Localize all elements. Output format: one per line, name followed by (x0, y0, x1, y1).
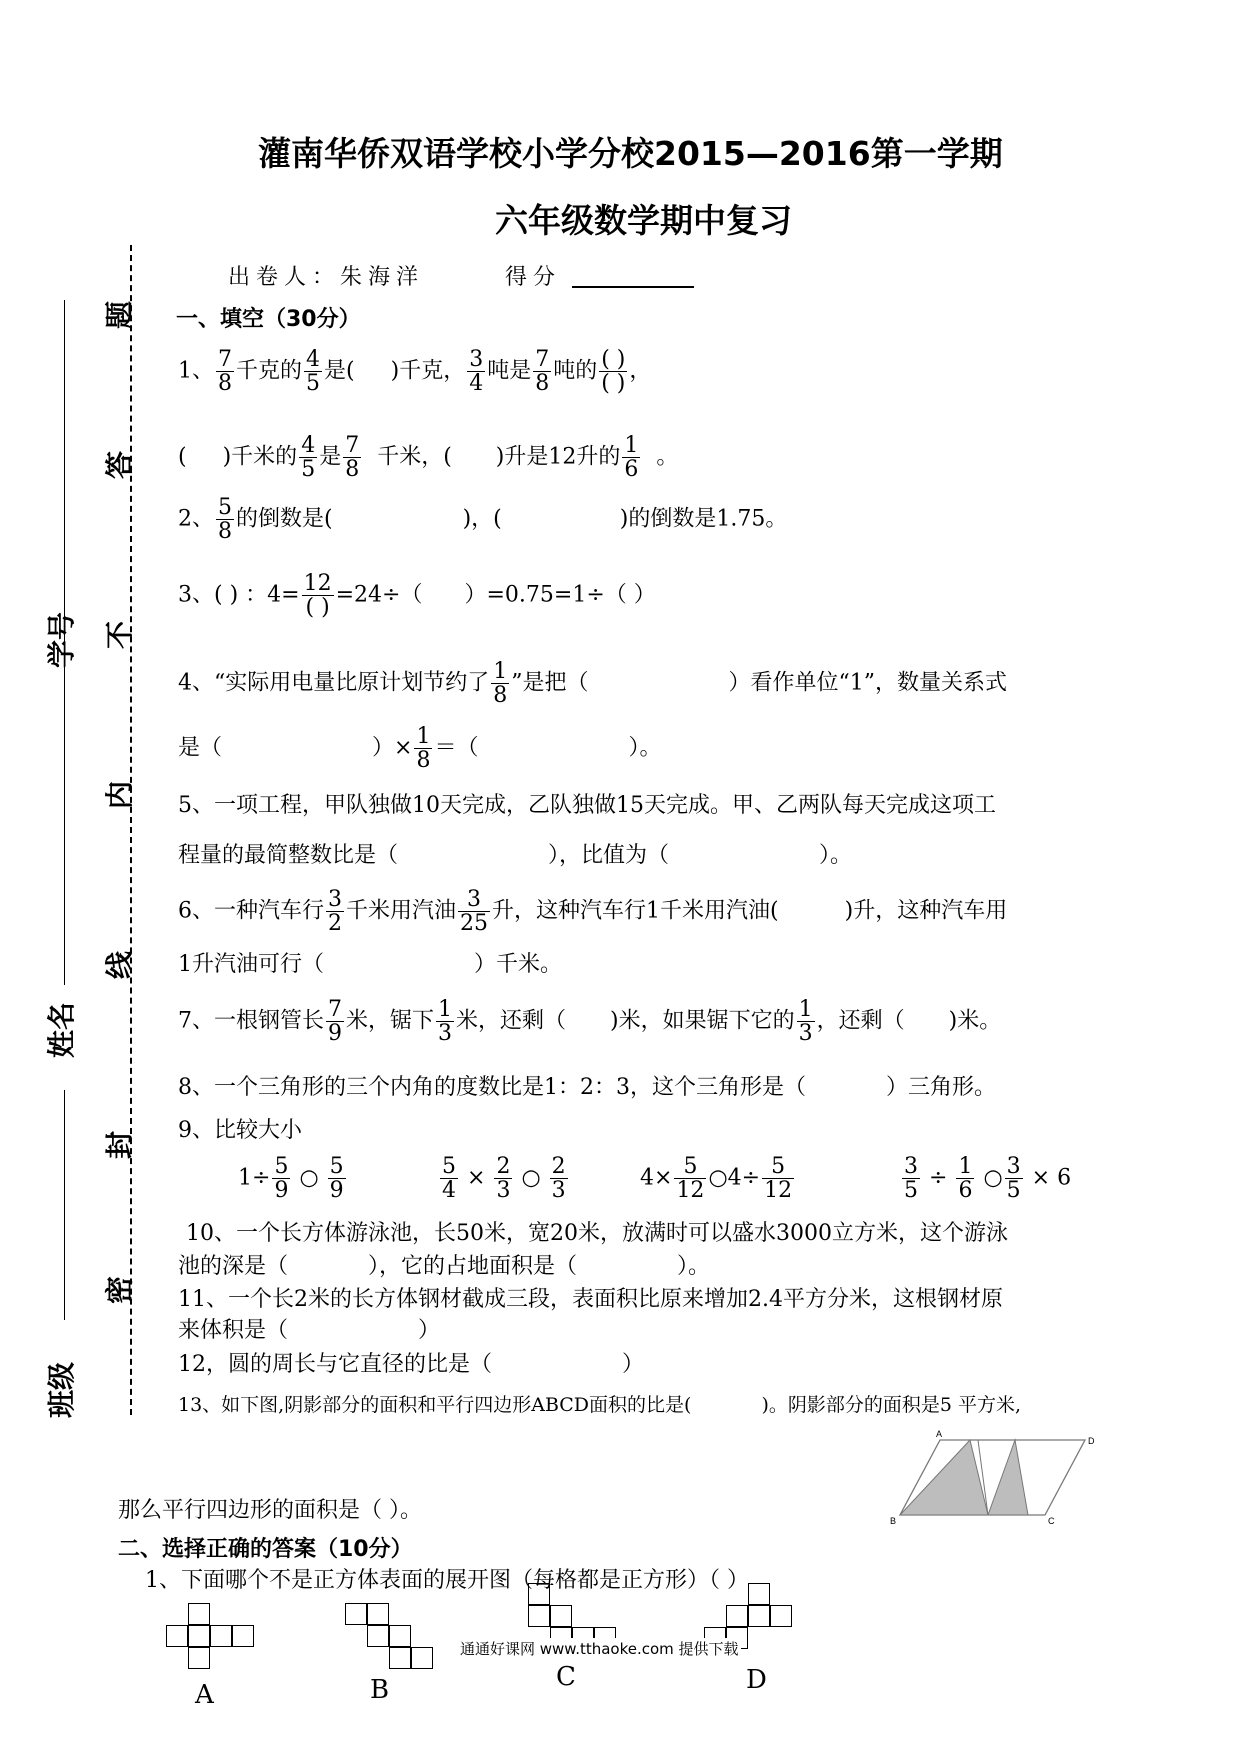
fig-label-A: A (936, 1430, 943, 1439)
q1-number: 1、 (178, 358, 214, 384)
q6-line1: 6、一种汽车行 $\frac{3}{2}$ 千米用汽油 $\frac{3}{25}$ 升，这种汽车行1千米用汽油( )升，这种汽车用 (178, 887, 1008, 937)
q1-line1: 1、 $\frac{7}{8}$ 千克的 $\frac{4}{5}$ 是( )千克， $\frac{3}{4}$ 吨是 $\frac{7}{8}$ 吨的 $\frac{( )}{( )}$ ， (178, 347, 652, 397)
q5-line1: 5、一项工程，甲队独做10天完成，乙队独做15天完成。甲、乙两队每天完成这项工 (178, 793, 996, 818)
seal-char-3: 不 (103, 620, 137, 650)
q9-e3-compare-circle[interactable]: ○4÷ (708, 1165, 761, 1191)
seal-char-7: 密 (103, 1275, 137, 1305)
q12: 12，圆的周长与它直径的比是（ ） (178, 1352, 645, 1377)
q9-e1-frac1: $\frac{5}{9}$ (274, 1154, 289, 1204)
field-name: 姓名 (45, 1001, 79, 1059)
q10-line2: 池的深是（ ），它的占地面积是（ ）。 (178, 1254, 711, 1279)
q9-expr2: $\frac{5}{4}$ × $\frac{2}{3}$ ○ $\frac{2}{3}$ (442, 1154, 566, 1204)
q5-line2: 程量的最简整数比是（ ），比值为（ ）。 (178, 843, 853, 868)
q10-line1: 10、一个长方体游泳池，长50米，宽20米，放满时可以盛水3000立方米，这个游泳 (186, 1221, 1008, 1246)
q9-expr3: 4× $\frac{5}{12}$ ○4÷ $\frac{5}{12}$ (640, 1154, 793, 1204)
q9-e1-frac2: $\frac{5}{9}$ (329, 1154, 344, 1204)
q13-line2: 那么平行四边形的面积是（ ）。 (118, 1498, 422, 1523)
shaded-triangle-1 (900, 1440, 988, 1515)
q9-e2-compare-circle[interactable]: ○ (521, 1165, 541, 1191)
q9-e4-frac1: $\frac{3}{5}$ (904, 1154, 918, 1204)
q7: 7、一根钢管长 $\frac{7}{9}$ 米，锯下 $\frac{1}{3}$ 米，还剩（ )米，如果锯下它的 $\frac{1}{3}$ ，还剩（ )米。 (178, 997, 1002, 1047)
option-label-A: A (195, 1680, 214, 1710)
q1-frac3: $\frac{3}{4}$ (469, 347, 484, 397)
section2-heading: 二、选择正确的答案（10分） (118, 1537, 413, 1562)
q4-line1: 4、“实际用电量比原计划节约了 $\frac{1}{8}$ ”是把（ ）看作单位“1”，数量关系式 (178, 659, 1007, 709)
binding-dashed-line (130, 245, 132, 1415)
q9-e2-frac3: $\frac{2}{3}$ (551, 1154, 566, 1204)
q9-e2-frac1: $\frac{5}{4}$ (442, 1154, 456, 1204)
option-label-B: B (370, 1675, 390, 1705)
score-blank[interactable] (572, 286, 694, 288)
q7-frac2: $\frac{1}{3}$ (438, 997, 453, 1047)
q6-frac2: $\frac{3}{25}$ (460, 887, 489, 937)
fig-label-D: D (1088, 1436, 1095, 1446)
section2-q1: 1、下面哪个不是正方体表面的展开图（每格都是正方形）（ ） (145, 1568, 749, 1593)
watermark: 通通好课网 www.tthaoke.com 提供下载 (460, 1640, 739, 1658)
title-line2: 六年级数学期中复习 (495, 201, 792, 240)
q4-frac2: $\frac{1}{8}$ (416, 724, 431, 774)
binding-solid-line-bottom (64, 1090, 65, 1320)
q3: 3、( ) ：4= $\frac{12}{( )}$ =24÷（ ）=0.75=1÷（ ） (178, 571, 656, 621)
q13-line1: 13、如下图,阴影部分的面积和平行四边形ABCD面积的比是( )。阴影部分的面积是5 平方米, (178, 1394, 1022, 1416)
seal-char-5: 线 (103, 950, 137, 980)
fig-label-C: C (1048, 1516, 1055, 1526)
field-student-id: 学号 (45, 611, 79, 669)
q7-frac3: $\frac{1}{3}$ (798, 997, 813, 1047)
q9-e4-frac2: $\frac{1}{6}$ (958, 1154, 973, 1204)
q11-line1: 11、一个长2米的长方体钢材截成三段，表面积比原来增加2.4平方分米，这根钢材原 (178, 1287, 1003, 1312)
q9-e4-compare-circle[interactable]: ○ (983, 1165, 1003, 1191)
option-label-D: D (746, 1665, 767, 1695)
parallelogram-figure (880, 1430, 1100, 1530)
q9-e3-frac2: $\frac{5}{12}$ (764, 1154, 793, 1204)
seal-char-2: 答 (103, 450, 137, 480)
q9-e2-frac2: $\frac{2}{3}$ (496, 1154, 511, 1204)
option-label-C: C (556, 1662, 576, 1692)
author-label: 出卷人：朱海洋 (228, 265, 425, 290)
q1-frac1: $\frac{7}{8}$ (218, 347, 232, 397)
seal-char-6: 封 (103, 1130, 137, 1160)
q3-frac: $\frac{12}{( )}$ (303, 571, 332, 621)
q1-frac6: $\frac{7}{8}$ (345, 433, 360, 483)
q1-line2: ( )千米的 $\frac{4}{5}$ 是 $\frac{7}{8}$ 千米，( )升是12升的 $\frac{1}{6}$ 。 (178, 433, 679, 483)
q1-frac5: $\frac{4}{5}$ (301, 433, 316, 483)
q9-e3-frac1: $\frac{5}{12}$ (676, 1154, 705, 1204)
q1-frac2: $\frac{4}{5}$ (306, 347, 321, 397)
q7-frac1: $\frac{7}{9}$ (328, 997, 342, 1047)
section1-heading: 一、填空（30分） (176, 307, 361, 332)
q9-label: 9、比较大小 (178, 1118, 302, 1143)
q2-frac: $\frac{5}{8}$ (218, 495, 232, 545)
title-line1: 灌南华侨双语学校小学分校2015—2016第一学期 (258, 134, 1003, 173)
q2: 2、 $\frac{5}{8}$ 的倒数是( )，( )的倒数是1.75。 (178, 495, 788, 545)
seal-char-4: 内 (103, 780, 137, 810)
shaded-triangle-2 (988, 1440, 1028, 1515)
q9-e4-frac3: $\frac{3}{5}$ (1006, 1154, 1021, 1204)
q4-line2: 是（ ）× $\frac{1}{8}$ ＝（ ）。 (178, 724, 662, 774)
q9-expr1: 1÷ $\frac{5}{9}$ ○ $\frac{5}{9}$ (238, 1154, 344, 1204)
field-class: 班级 (45, 1361, 79, 1419)
score-label: 得分 (505, 265, 562, 290)
q1-frac4: $\frac{7}{8}$ (535, 347, 550, 397)
q8: 8、一个三角形的三个内角的度数比是1：2：3，这个三角形是（ ）三角形。 (178, 1075, 997, 1100)
q6-line2: 1升汽油可行（ ）千米。 (178, 952, 563, 977)
fig-label-B: B (890, 1516, 897, 1526)
q9-e1-compare-circle[interactable]: ○ (299, 1165, 319, 1191)
q6-frac1: $\frac{3}{2}$ (328, 887, 342, 937)
q4-frac1: $\frac{1}{8}$ (493, 659, 508, 709)
q11-line2: 来体积是（ ） (178, 1318, 441, 1343)
seal-char-1: 题 (103, 300, 137, 330)
q9-expr4: $\frac{3}{5}$ ÷ $\frac{1}{6}$ ○ $\frac{3}{5}$ × 6 (904, 1154, 1072, 1204)
q1-blank-frac[interactable]: $\frac{( )}{( )}$ (601, 347, 626, 397)
q1-frac7: $\frac{1}{6}$ (624, 433, 639, 483)
